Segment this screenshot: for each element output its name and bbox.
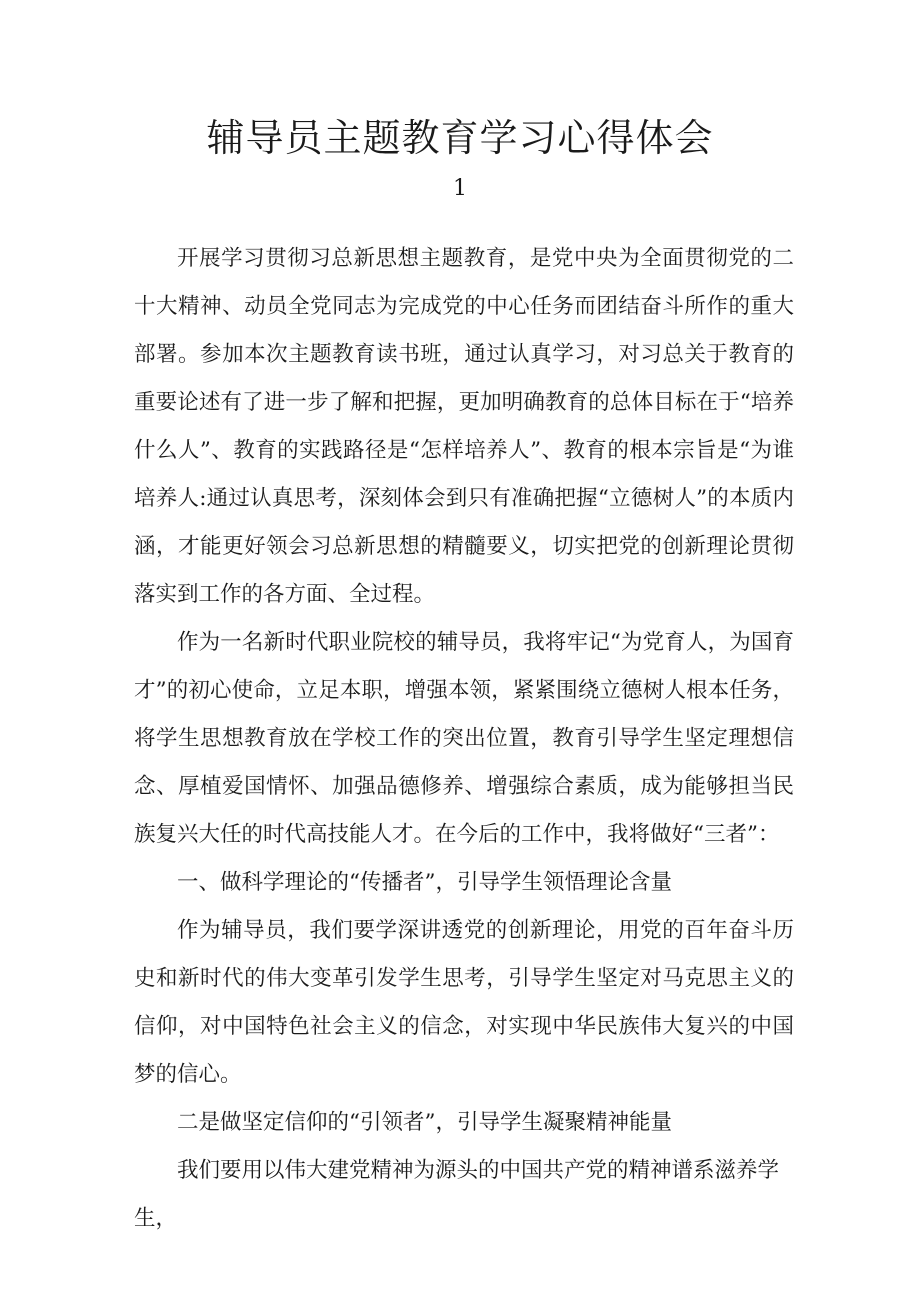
paragraph-point-one: 作为辅导员，我们要学深讲透党的创新理论，用党的百年奋斗历史和新时代的伟大变革引发学生思考，引导学生坚定对马克思主义的信仰，对中国特色社会主义的信念，对实现中华民族伟大复兴的中国梦的信心。 bbox=[134, 918, 794, 1087]
paragraph-intro: 开展学习贯彻习总新思想主题教育，是党中央为全面贯彻党的二十大精神、动员全党同志为完成党的中心任务而团结奋斗所作的重大部署。参加本次主题教育读书班，通过认真学习，对习总关于教育的重要论述有了进一步了解和把握，更加明确教育的总体目标在于“培养什么人”、教育的实践路径是“怎样培养人”、教育的根本宗旨是“为谁培养人:通过认真思考，深刻体会到只有准确把握“立德树人”的本质内涵，才能更好领会习总新思想的精髓要义，切实把党的创新理论贯彻落实到工作的各方面、全过程。 bbox=[134, 246, 794, 607]
paragraph-point-two: 我们要用以伟大建党精神为源头的中国共产党的精神谱系滋养学生， bbox=[134, 1158, 780, 1231]
heading-point-two: 二是做坚定信仰的“引领者”，引导学生凝聚精神能量 bbox=[177, 1110, 672, 1135]
heading-point-one: 一、做科学理论的“传播者”，引导学生领悟理论含量 bbox=[177, 870, 672, 895]
document-title: 辅导员主题教育学习心得体会 bbox=[206, 116, 714, 160]
paragraph-role: 作为一名新时代职业院校的辅导员，我将牢记“为党育人，为国育才”的初心使命，立足本职，增强本领，紧紧围绕立德树人根本任务，将学生思想教育放在学校工作的突出位置，教育引导学生坚定理想信念、厚植爱国情怀、加强品德修养、增强综合素质，成为能够担当民族复兴大任的时代高技能人才。在今后的工作中，我将做好“三者”： bbox=[134, 630, 794, 847]
document-body bbox=[134, 235, 794, 1243]
section-number: 1 bbox=[453, 176, 467, 201]
